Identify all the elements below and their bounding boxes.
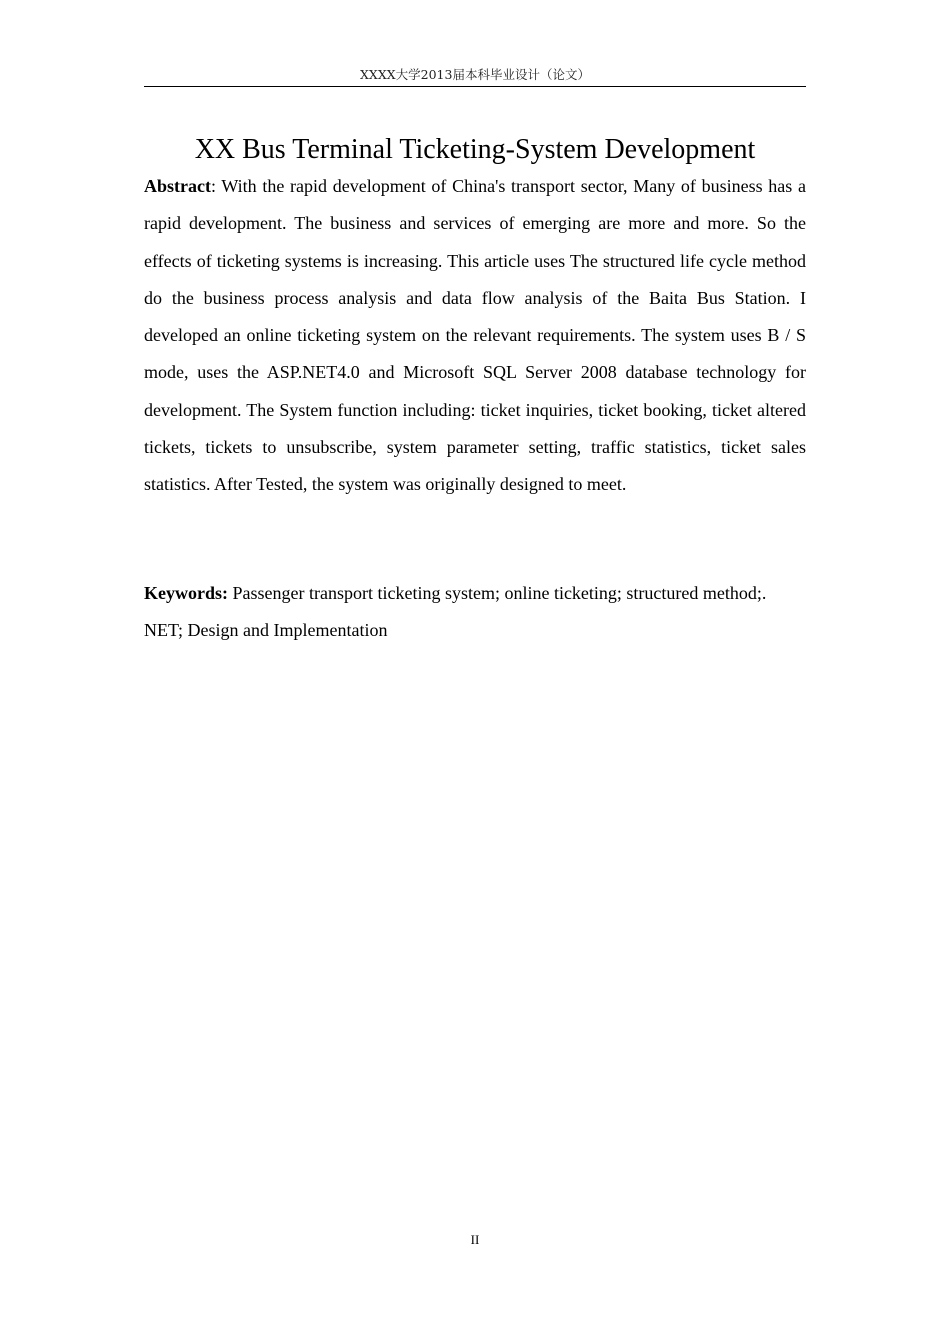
header-text: XXXX大学2013届本科毕业设计（论文） [360, 67, 590, 82]
keywords-label: Keywords: [144, 583, 228, 603]
page-number: II [470, 1232, 480, 1247]
abstract-label: Abstract [144, 176, 211, 196]
keywords-text: Passenger transport ticketing system; online ticketing; structured method;. NET; Design and Implementation [144, 583, 767, 641]
keywords-paragraph [144, 575, 806, 650]
document-title: XX Bus Terminal Ticketing-System Development [194, 134, 756, 165]
abstract-paragraph [144, 168, 806, 504]
page-header [144, 66, 806, 87]
abstract-separator: : [210, 176, 216, 196]
abstract-text: With the rapid development of China's transport sector, Many of business has a rapid development. The business and services of emerging are more and more. So the effects of ticketing systems is increasing. This article uses The structured life cycle method do the business process analysis and data flow analysis of the Baita Bus Station. I developed an online ticketing system on the relevant requirements. The system uses B / S mode, uses the ASP.NET4.0 and Microsoft SQL Server 2008 database technology for development. The System function including: ticket inquiries, ticket booking, ticket altered tickets, tickets to unsubscribe, system parameter setting, traffic statistics, ticket sales statistics. After Tested, the system was originally designed to meet. [144, 176, 806, 495]
